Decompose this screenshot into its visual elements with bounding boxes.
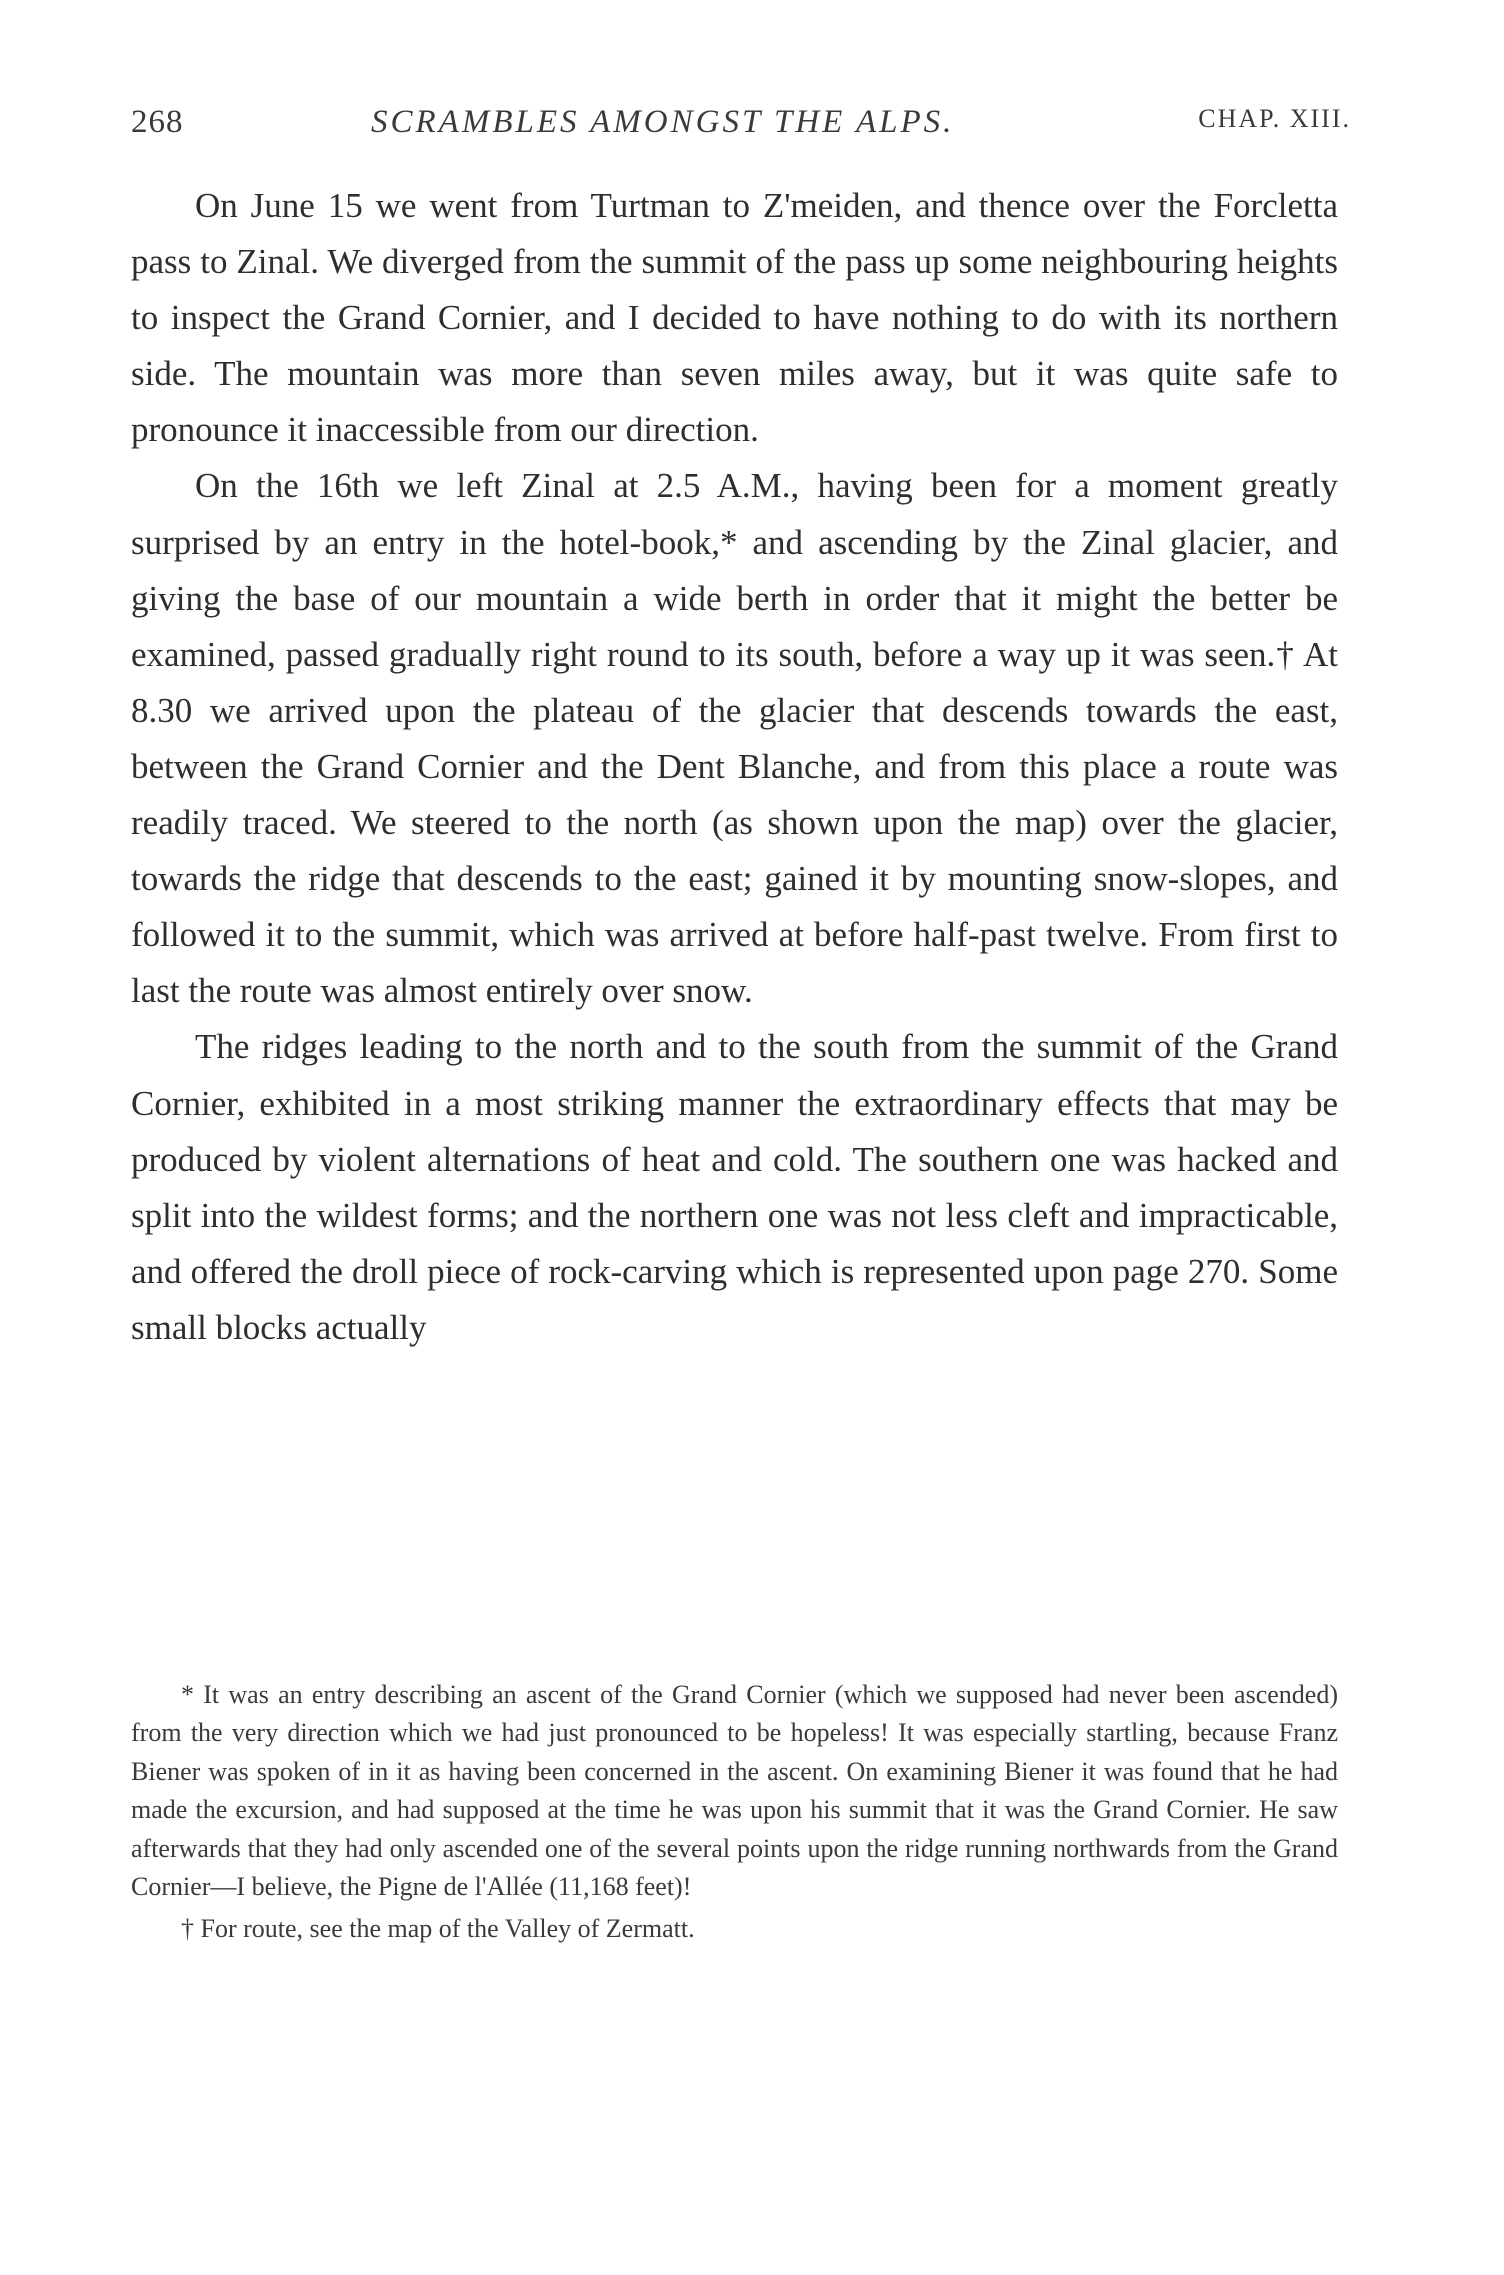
footnote: * It was an entry describing an ascent of the Grand Cornier (which we supposed had never been ascended) from the very direction which we had just pronounced to be hopeless! It was especially startling, because Franz Biener was spoken of in it as having been concerned in the ascent. On examining Biener it was found that he had made the excursion, and had supposed at the time he was upon his summit that it was the Grand Cornier. He saw afterwards that they had only ascended one of the several points upon the ridge running northwards from the Grand Cornier—I believe, the Pigne de l'Allée (11,168 feet)! [131,1680,1338,1902]
paragraph: The ridges leading to the north and to the south from the summit of the Grand Cornier, exhibited in a most striking manner the extraordinary effects that may be produced by violent alternations of heat and cold. The southern one was hacked and split into the wildest forms; and the northern one was not less cleft and impracticable, and offered the droll piece of rock-carving which is represented upon page 270. Some small blocks actually [131,1027,1338,1347]
footnotes [131,1676,1338,1949]
running-head [131,104,1351,152]
chapter-label: CHAP. XIII. [1198,104,1351,133]
running-title: SCRAMBLES AMONGST THE ALPS. [371,104,955,140]
page-number: 268 [131,104,184,140]
paragraph: On June 15 we went from Turtman to Z'meiden, and thence over the Forcletta pass to Zinal. We diverged from the summit of the pass up some neighbouring heights to inspect the Grand Cornier, and I decided to have nothing to do with its northern side. The mountain was more than seven miles away, but it was quite safe to pronounce it inaccessible from our direction. [131,186,1338,450]
footnote: † For route, see the map of the Valley of Zermatt. [181,1914,695,1944]
paragraph: On the 16th we left Zinal at 2.5 A.M., having been for a moment greatly surprised by an entry in the hotel-book,* and ascending by the Zinal glacier, and giving the base of our mountain a wide berth in order that it might the better be examined, passed gradually right round to its south, before a way up it was seen.† At 8.30 we arrived upon the plateau of the glacier that descends towards the east, between the Grand Cornier and the Dent Blanche, and from this place a route was readily traced. We steered to the north (as shown upon the map) over the glacier, towards the ridge that descends to the east; gained it by mounting snow-slopes, and followed it to the summit, which was arrived at before half-past twelve. From first to last the route was almost entirely over snow. [131,466,1338,1011]
body-text [131,178,1338,1356]
